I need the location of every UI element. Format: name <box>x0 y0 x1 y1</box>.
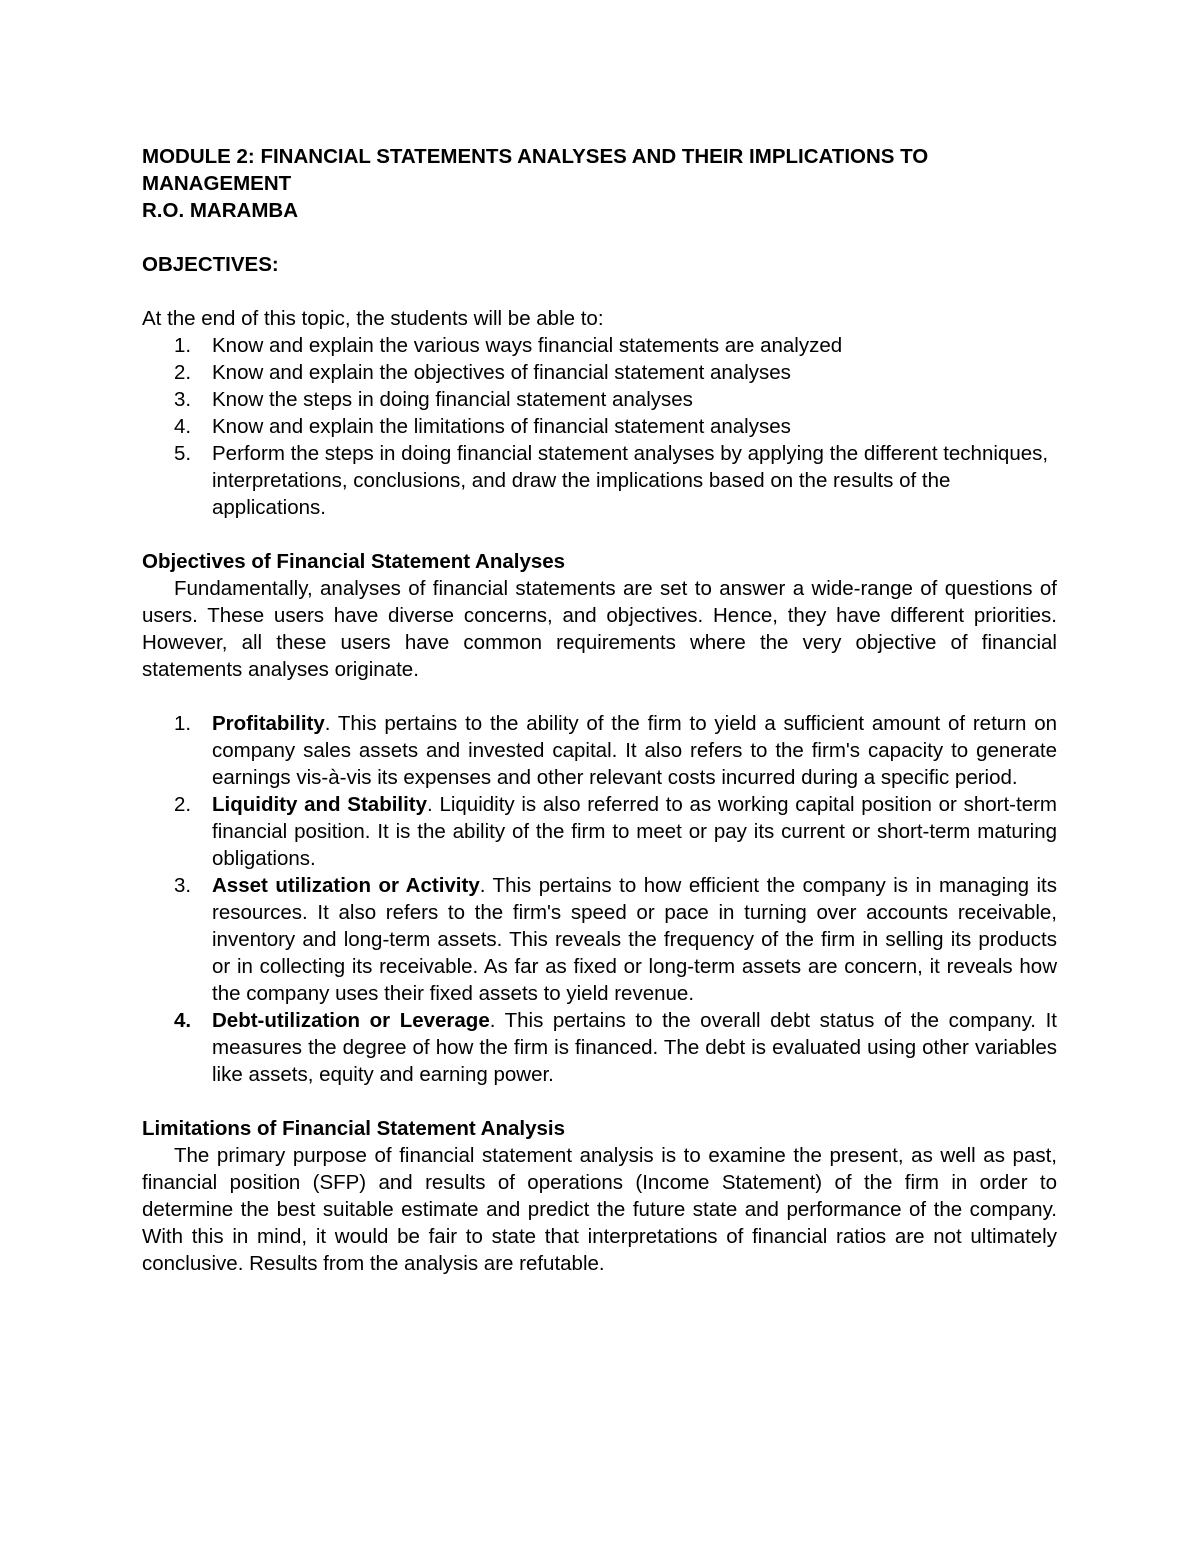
objective-item: 2. Know and explain the objectives of financial statement analyses <box>174 361 791 384</box>
analysis-objective-item: 1. Profitability. This pertains to the ability of the firm to yield a sufficient amount of return on company sales assets and invested capital. It also refers to the firm's capacity to generate earnings vis-à-vis its expenses and other relevant costs incurred during a specific period. <box>174 712 1057 789</box>
section-heading-limitations: Limitations of Financial Statement Analysis <box>142 1117 565 1140</box>
section-paragraph-objectives: Fundamentally, analyses of financial statements are set to answer a wide-range of questions of users. These users have diverse concerns, and objectives. Hence, they have different priorities. However, all these users have common requirements where the very objective of financial statements analyses originate. <box>142 577 1057 681</box>
section-paragraph-limitations: The primary purpose of financial statement analysis is to examine the present, as well as past, financial position (SFP) and results of operations (Income Statement) of the firm in order to determine the best suitable estimate and predict the future state and performance of the company. With this in mind, it would be fair to state that interpretations of financial ratios are not ultimately conclusive. Results from the analysis are refutable. <box>142 1144 1057 1275</box>
module-title-line2: MANAGEMENT <box>142 172 292 195</box>
module-title-line1: MODULE 2: FINANCIAL STATEMENTS ANALYSES AND THEIR IMPLICATIONS TO <box>142 145 929 168</box>
objectives-list <box>142 332 1057 521</box>
objective-item: 1. Know and explain the various ways financial statements are analyzed <box>174 334 843 357</box>
analysis-objective-item: 3. Asset utilization or Activity. This pertains to how efficient the company is in managing its resources. It also refers to the firm's speed or pace in turning over accounts receivable, inventory and long-term assets. This reveals the frequency of the firm in selling its products or in collecting its receivable. As far as fixed or long-term assets are concern, it reveals how the company uses their fixed assets to yield revenue. <box>174 874 1057 1005</box>
objective-item: 3. Know the steps in doing financial statement analyses <box>174 388 693 411</box>
analysis-objectives-list <box>142 710 1057 1088</box>
analysis-objective-item: 4. Debt-utilization or Leverage. This pertains to the overall debt status of the company. It measures the degree of how the firm is financed. The debt is evaluated using other variables like assets, equity and earning power. <box>174 1009 1057 1086</box>
objective-item: 5. Perform the steps in doing financial statement analyses by applying the different techniques, interpretations, conclusions, and draw the implications based on the results of the applications. <box>174 442 1049 519</box>
analysis-objective-item: 2. Liquidity and Stability. Liquidity is also referred to as working capital position or short-term financial position. It is the ability of the firm to meet or pay its current or short-term maturing obligations. <box>174 793 1057 870</box>
author-name: R.O. MARAMBA <box>142 199 299 222</box>
objective-item: 4. Know and explain the limitations of financial statement analyses <box>174 415 791 438</box>
section-heading-objectives: Objectives of Financial Statement Analyses <box>142 550 566 573</box>
document-body <box>142 143 1057 1277</box>
objectives-heading: OBJECTIVES: <box>142 253 279 276</box>
objectives-intro: At the end of this topic, the students will be able to: <box>142 307 604 330</box>
